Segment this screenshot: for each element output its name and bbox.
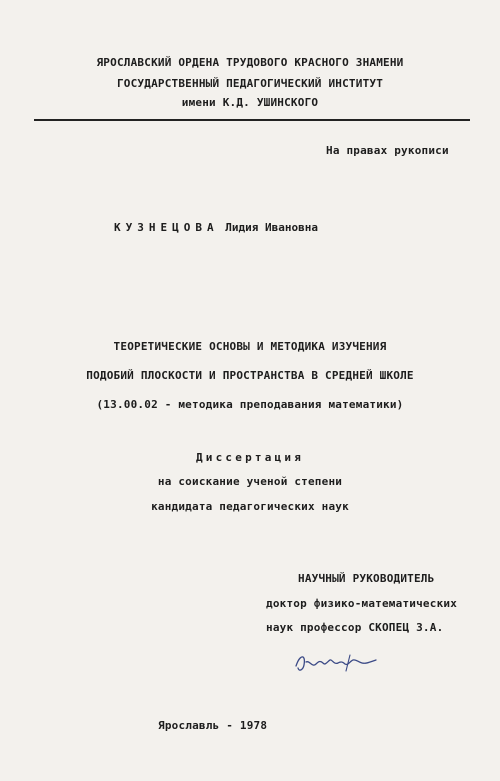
- degree-line-2: кандидата педагогических наук: [151, 500, 349, 513]
- header-divider: [34, 119, 470, 121]
- supervisor-title-name: наук профессор СКОПЕЦ З.А.: [266, 621, 444, 634]
- title-line-1: ТЕОРЕТИЧЕСКИЕ ОСНОВЫ И МЕТОДИКА ИЗУЧЕНИЯ: [113, 340, 387, 353]
- supervisor-degree: доктор физико-математических: [266, 597, 458, 610]
- place-and-year: Ярославль - 1978: [158, 719, 268, 732]
- author-name: [114, 221, 318, 234]
- institution-line-3: имени К.Д. УШИНСКОГО: [181, 96, 319, 109]
- supervisor-heading: НАУЧНЫЙ РУКОВОДИТЕЛЬ: [298, 572, 435, 585]
- institution-line-1: ЯРОСЛАВСКИЙ ОРДЕНА ТРУДОВОГО КРАСНОГО ЗНАМЕНИ: [96, 56, 404, 69]
- manuscript-rights-note: На правах рукописи: [326, 144, 449, 157]
- handwritten-signature: [292, 648, 382, 678]
- specialty-code: (13.00.02 - методика преподавания математики): [96, 398, 404, 411]
- institution-line-2: ГОСУДАРСТВЕННЫЙ ПЕДАГОГИЧЕСКИЙ ИНСТИТУТ: [116, 77, 384, 90]
- degree-line-1: на соискание ученой степени: [157, 475, 343, 488]
- title-line-2: ПОДОБИЙ ПЛОСКОСТИ И ПРОСТРАНСТВА В СРЕДНЕЙ ШКОЛЕ: [86, 369, 414, 382]
- author-given-names: Лидия Ивановна: [225, 221, 318, 234]
- author-surname: КУЗНЕЦОВА: [114, 221, 219, 234]
- work-type-label: Диссертация: [195, 451, 305, 464]
